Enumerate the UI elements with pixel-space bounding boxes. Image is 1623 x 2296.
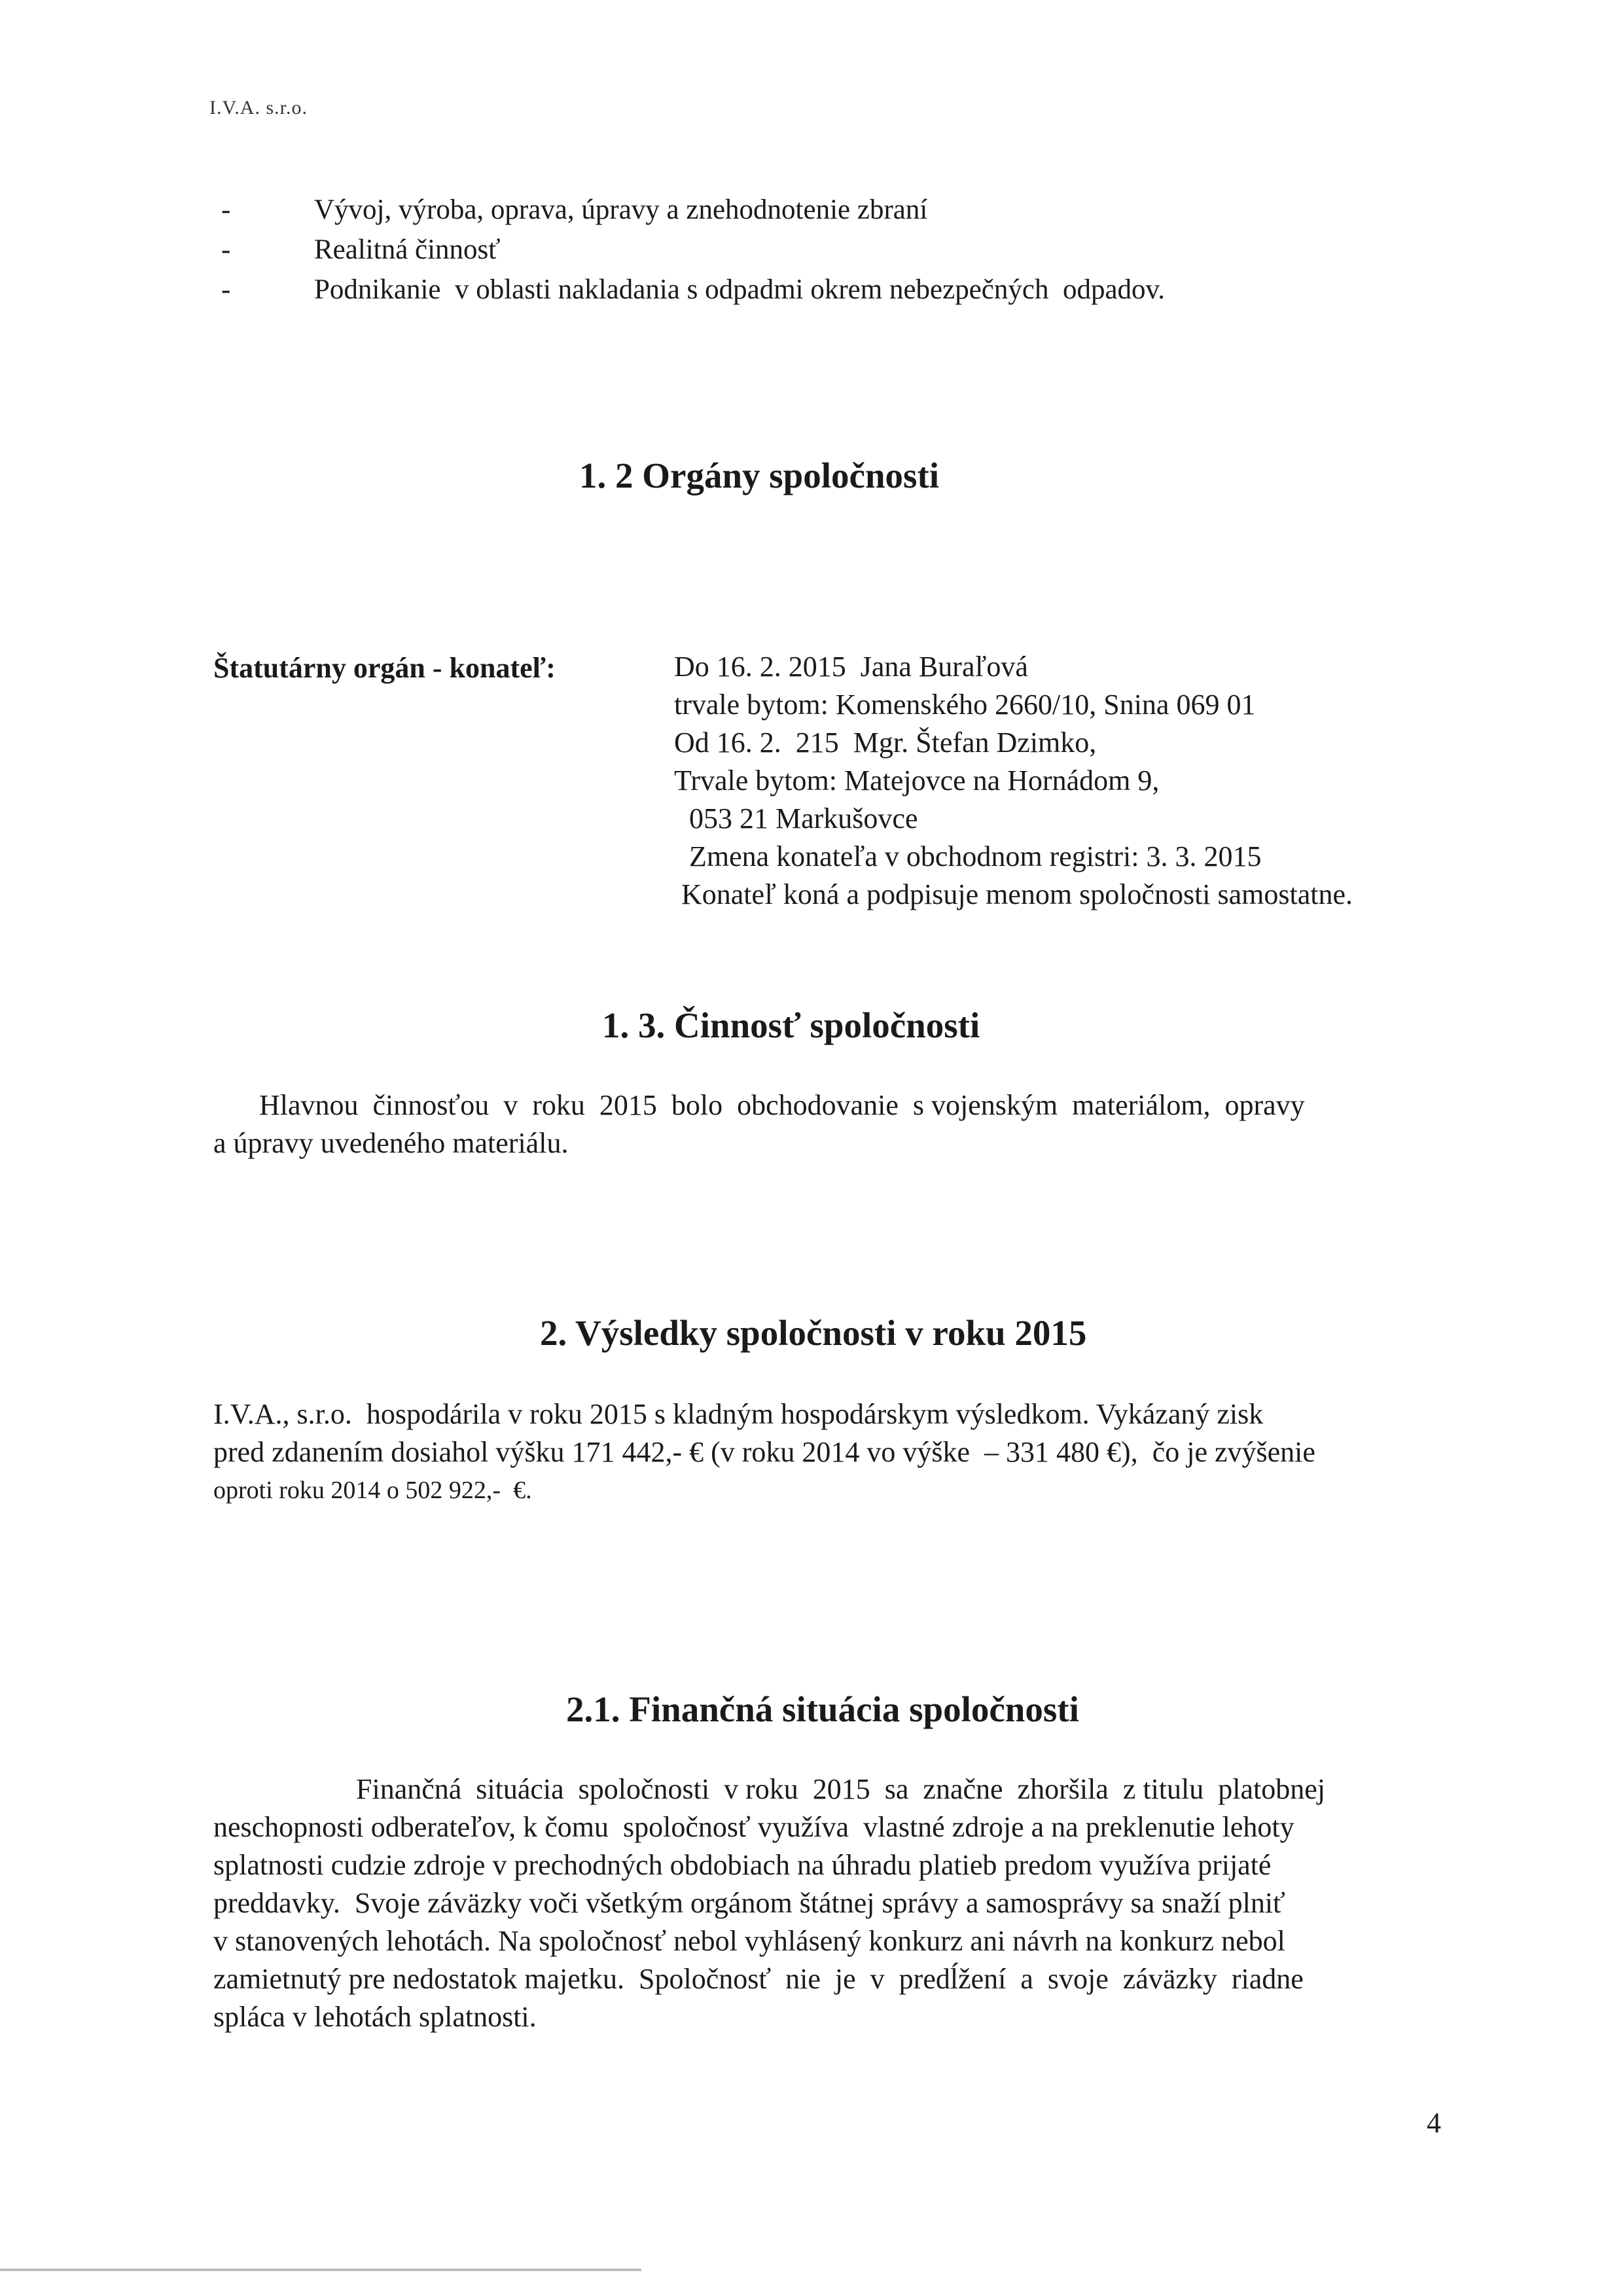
paragraph-line: pred zdanením dosiahol výšku 171 442,- € (v roku 2014 vo výške – 331 480 €), čo je zvýšenie	[213, 1436, 1315, 1468]
detail-line: Zmena konateľa v obchodnom registri: 3. 3. 2015	[682, 840, 1262, 872]
paragraph-line: oproti roku 2014 o 502 922,- €.	[213, 1477, 532, 1504]
list-item	[221, 190, 1165, 230]
paragraph-line: a úpravy uvedeného materiálu.	[213, 1127, 569, 1159]
statutory-body-details	[674, 648, 1353, 914]
paragraph-financna	[213, 1770, 1447, 2036]
paragraph-line: splatnosti cudzie zdroje v prechodných obdobiach na úhradu platieb predom využíva prijaté	[213, 1849, 1272, 1881]
detail-line: Konateľ koná a podpisuje menom spoločnosti samostatne.	[674, 878, 1353, 910]
bullet-dash: -	[221, 234, 231, 265]
section-heading-organy: 1. 2 Orgány spoločnosti	[579, 456, 940, 495]
paragraph-line: I.V.A., s.r.o. hospodárila v roku 2015 s kladným hospodárskym výsledkom. Vykázaný zisk	[213, 1398, 1264, 1430]
list-item-text: Vývoj, výroba, oprava, úpravy a znehodnotenie zbraní	[314, 194, 928, 225]
paragraph-line: spláca v lehotách splatnosti.	[213, 2001, 537, 2033]
activity-list	[221, 190, 1165, 310]
paragraph-cinnost	[213, 1086, 1447, 1162]
paragraph-line: neschopnosti odberateľov, k čomu spoločnosť využíva vlastné zdroje a na preklenutie lehoty	[213, 1811, 1294, 1843]
statutory-body-label: Štatutárny orgán - konateľ:	[213, 652, 556, 684]
paragraph-line: zamietnutý pre nedostatok majetku. Spoločnosť nie je v predĺžení a svoje záväzky riadne	[213, 1963, 1304, 1995]
paragraph-line: Hlavnou činnosťou v roku 2015 bolo obchodovanie s vojenským materiálom, opravy	[259, 1089, 1305, 1121]
paragraph-line: v stanovených lehotách. Na spoločnosť nebol vyhlásený konkurz ani návrh na konkurz nebol	[213, 1925, 1285, 1957]
list-item-text: Podnikanie v oblasti nakladania s odpadmi okrem nebezpečných odpadov.	[314, 274, 1165, 305]
paragraph-line: preddavky. Svoje záväzky voči všetkým orgánom štátnej správy a samosprávy sa snaží plniť	[213, 1887, 1285, 1919]
list-item	[221, 270, 1165, 310]
paragraph-line: Finančná situácia spoločnosti v roku 2015 sa značne zhoršila z titulu platobnej	[298, 1773, 1325, 1805]
detail-line: Trvale bytom: Matejovce na Hornádom 9,	[674, 764, 1160, 797]
section-heading-cinnost: 1. 3. Činnosť spoločnosti	[602, 1005, 980, 1045]
detail-line: Do 16. 2. 2015 Jana Buraľová	[674, 651, 1028, 683]
detail-line: Od 16. 2. 215 Mgr. Štefan Dzimko,	[674, 726, 1097, 759]
section-heading-financna: 2.1. Finančná situácia spoločnosti	[566, 1689, 1079, 1729]
paragraph-vysledky	[213, 1395, 1447, 1509]
page-number: 4	[1427, 2107, 1441, 2139]
bullet-dash: -	[221, 274, 231, 305]
bullet-dash: -	[221, 194, 231, 225]
list-item-text: Realitná činnosť	[314, 234, 501, 265]
detail-line: 053 21 Markušovce	[682, 802, 918, 834]
footer-divider	[0, 2269, 641, 2271]
list-item	[221, 230, 1165, 270]
section-heading-vysledky: 2. Výsledky spoločnosti v roku 2015	[540, 1313, 1087, 1353]
header-company-name: I.V.A. s.r.o.	[209, 97, 308, 118]
detail-line: trvale bytom: Komenského 2660/10, Snina 069 01	[674, 689, 1256, 721]
